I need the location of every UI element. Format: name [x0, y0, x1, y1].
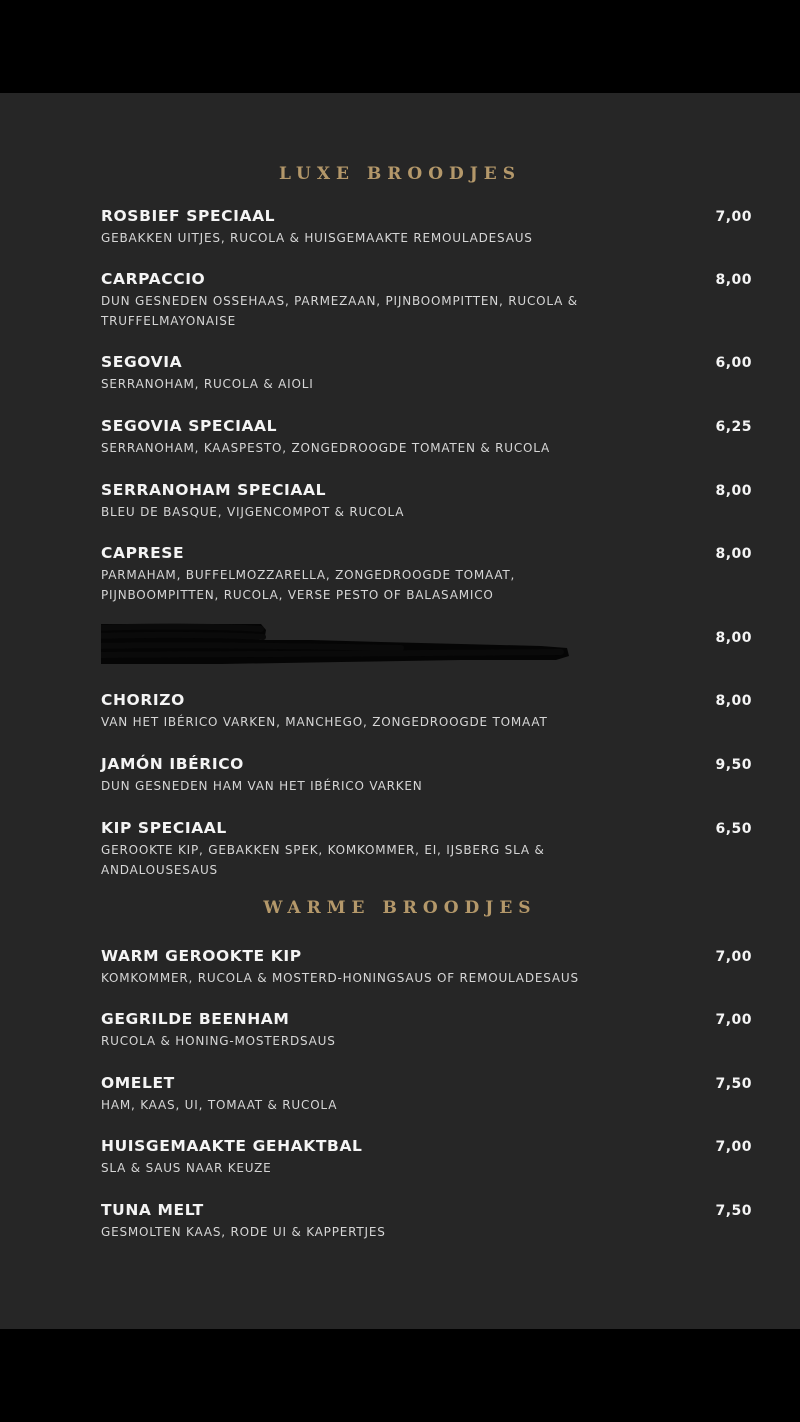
section-title-luxe-broodjes: LUXE BROODJES	[278, 164, 522, 184]
menu-item-warm-gerookte-kip	[101, 947, 752, 988]
item-name: SEGOVIA SPECIAAL	[101, 417, 278, 435]
item-price: 8,00	[715, 546, 752, 562]
item-price: 7,00	[715, 1012, 752, 1028]
item-description: RUCOLA & HONING-MOSTERDSAUS	[101, 1034, 336, 1048]
item-name: WARM GEROOKTE KIP	[101, 947, 302, 965]
letterbox-top	[0, 0, 800, 93]
item-price: 8,00	[715, 272, 752, 288]
item-name: CARPACCIO	[101, 270, 206, 288]
item-name: SERRANOHAM SPECIAAL	[101, 481, 327, 499]
menu-page	[0, 93, 800, 1329]
item-price: 6,25	[715, 419, 752, 435]
item-name: CAPRESE	[101, 544, 185, 562]
item-price: 6,50	[715, 821, 752, 837]
item-name: CHORIZO	[101, 691, 185, 709]
item-price: 9,50	[715, 757, 752, 773]
menu-item-chorizo	[101, 691, 752, 732]
menu-item-rosbief-speciaal	[101, 207, 752, 248]
letterbox-bottom	[0, 1329, 800, 1422]
item-price: 7,00	[715, 209, 752, 225]
menu-item-omelet	[101, 1074, 752, 1115]
item-description: SERRANOHAM, RUCOLA & AIOLI	[101, 377, 314, 391]
item-price: 7,50	[715, 1203, 752, 1219]
menu-item-tuna-melt	[101, 1201, 752, 1242]
item-price: 7,00	[715, 949, 752, 965]
section-title-warme-broodjes: WARME BROODJES	[263, 898, 537, 918]
item-price: 7,50	[715, 1076, 752, 1092]
menu-item-huisgemaakte-gehaktbal	[101, 1137, 752, 1178]
item-price: 8,00	[715, 693, 752, 709]
menu-item-segovia	[101, 353, 752, 394]
item-description: SLA & SAUS NAAR KEUZE	[101, 1161, 272, 1175]
item-name: JAMÓN IBÉRICO	[101, 755, 244, 773]
item-description: GESMOLTEN KAAS, RODE UI & KAPPERTJES	[101, 1225, 386, 1239]
menu-item-gegrilde-beenham	[101, 1010, 752, 1051]
item-price: 7,00	[715, 1139, 752, 1155]
item-description: PARMAHAM, BUFFELMOZZARELLA, ZONGEDROOGDE TOMAAT, PIJNBOOMPITTEN, RUCOLA, VERSE PESTO OF BALASAMICO	[101, 568, 516, 602]
item-name: KIP SPECIAAL	[101, 819, 227, 837]
item-description: BLEU DE BASQUE, VIJGENCOMPOT & RUCOLA	[101, 505, 405, 519]
item-name: ROSBIEF SPECIAAL	[101, 207, 276, 225]
item-description: HAM, KAAS, UI, TOMAAT & RUCOLA	[101, 1098, 338, 1112]
item-name: SEGOVIA	[101, 353, 183, 371]
menu-item-caprese	[101, 544, 752, 605]
item-name: GEGRILDE BEENHAM	[101, 1010, 290, 1028]
menu-item-segovia-speciaal	[101, 417, 752, 458]
item-description: GEBAKKEN UITJES, RUCOLA & HUISGEMAAKTE REMOULADESAUS	[101, 231, 533, 245]
item-name: OMELET	[101, 1074, 175, 1092]
item-description: DUN GESNEDEN HAM VAN HET IBÉRICO VARKEN	[101, 779, 423, 793]
item-name: HUISGEMAAKTE GEHAKTBAL	[101, 1137, 363, 1155]
item-description: KOMKOMMER, RUCOLA & MOSTERD-HONINGSAUS OF REMOULADESAUS	[101, 971, 579, 985]
redaction-scribble	[101, 622, 571, 666]
item-price: 8,00	[715, 630, 752, 646]
item-description: VAN HET IBÉRICO VARKEN, MANCHEGO, ZONGEDROOGDE TOMAAT	[101, 715, 548, 729]
menu-item-carpaccio	[101, 270, 752, 331]
item-description: GEROOKTE KIP, GEBAKKEN SPEK, KOMKOMMER, EI, IJSBERG SLA & ANDALOUSESAUS	[101, 843, 545, 877]
item-description: DUN GESNEDEN OSSEHAAS, PARMEZAAN, PIJNBOOMPITTEN, RUCOLA & TRUFFELMAYONAISE	[101, 294, 578, 328]
item-name: TUNA MELT	[101, 1201, 204, 1219]
menu-item-kip-speciaal	[101, 819, 752, 880]
item-price: 8,00	[715, 483, 752, 499]
menu-item-serranoham-speciaal	[101, 481, 752, 522]
menu-item-jamon-iberico	[101, 755, 752, 796]
item-description: SERRANOHAM, KAASPESTO, ZONGEDROOGDE TOMATEN & RUCOLA	[101, 441, 551, 455]
item-price: 6,00	[715, 355, 752, 371]
